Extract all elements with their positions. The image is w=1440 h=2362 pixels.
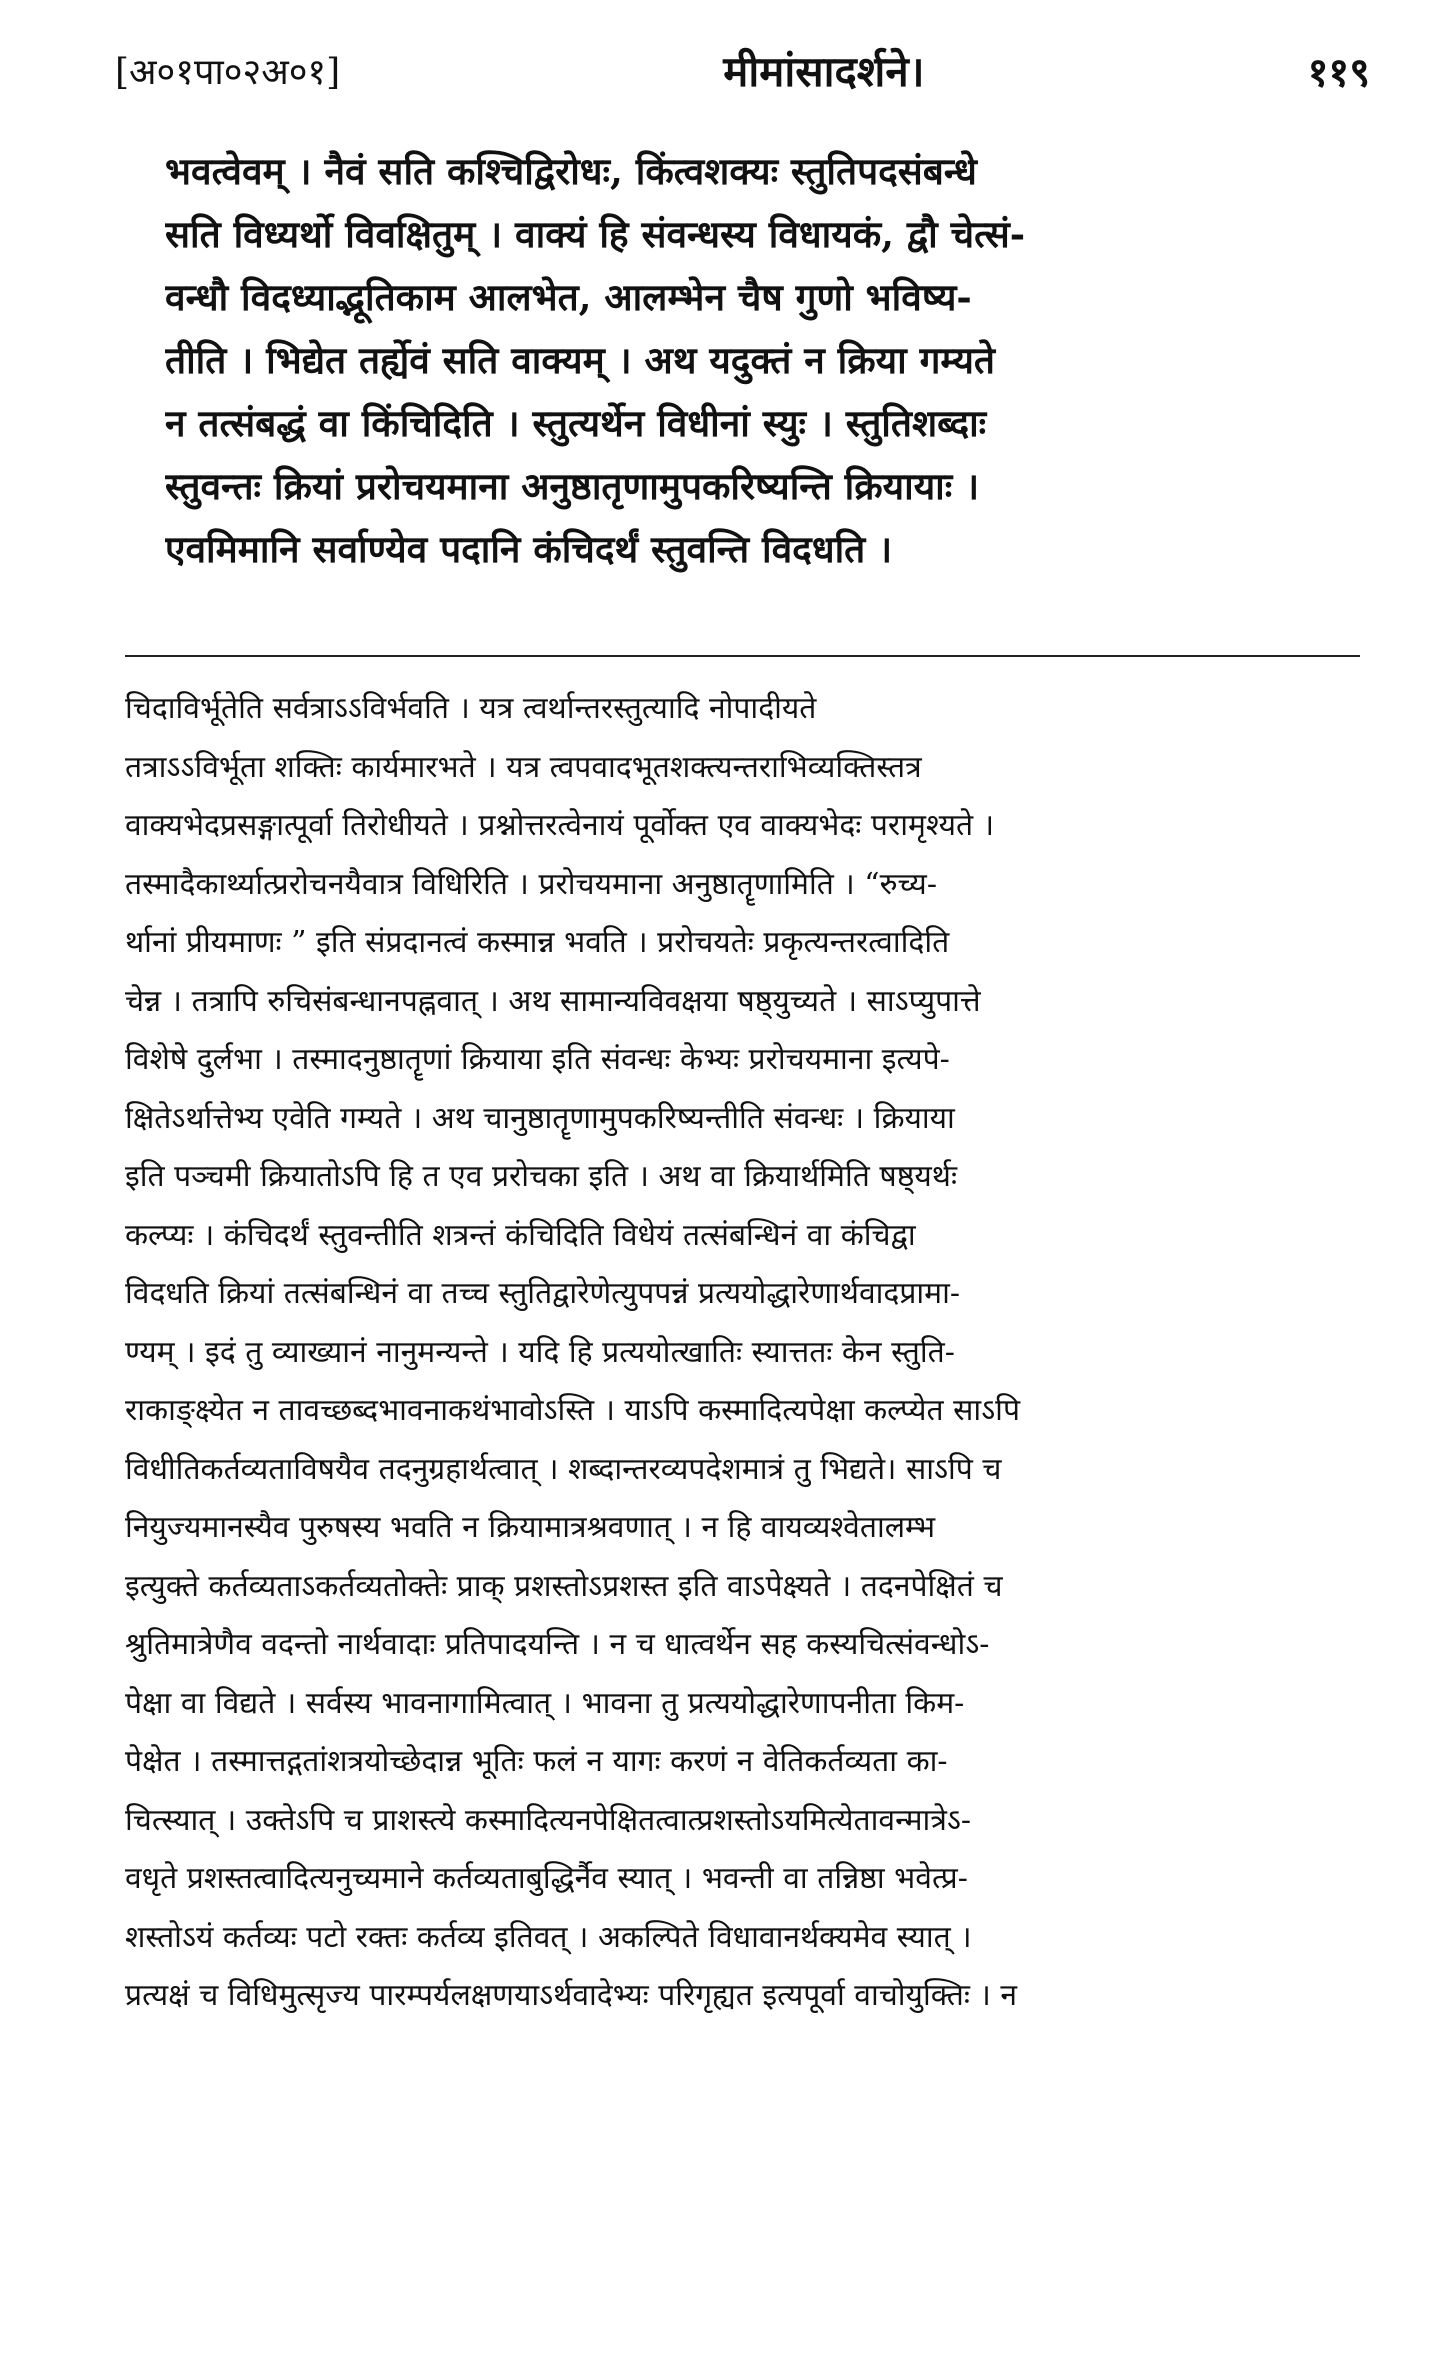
commentary-line: वाक्यभेदप्रसङ्गात्पूर्वा तिरोधीयते । प्रश्नोत्तरत्वेनायं पूर्वोक्त एव वाक्यभेदः परामृश्यते । — [125, 808, 995, 843]
commentary-line: र्थानां प्रीयमाणः ” इति संप्रदानत्वं कस्मान्न भवति । प्ररोचयतेः प्रकृत्यन्तरत्वादिति — [125, 925, 950, 960]
commentary-line: नियुज्यमानस्यैव पुरुषस्य भवति न क्रियामात्रश्रवणात् । न हि वायव्यश्वेतालम्भ — [125, 1510, 936, 1545]
main-text-line: वन्धौ विदध्याद्भूतिकाम आलभेत, आलम्भेन चैष गुणो भविष्य- — [165, 275, 972, 319]
commentary-line: इत्युक्ते कर्तव्यताऽकर्तव्यतोक्तेः प्राक् प्रशस्तोऽप्रशस्त इति वाऽपेक्ष्यते । तदनपेक्षितं च — [125, 1568, 1003, 1604]
commentary-line: विशेषे दुर्लभा । तस्मादनुष्ठातॄणां क्रियाया इति संवन्धः केभ्यः प्ररोचयमाना इत्यपे- — [125, 1042, 950, 1077]
commentary-line: तत्राऽऽविर्भूता शक्तिः कार्यमारभते । यत्र त्वपवादभूतशक्त्यन्तराभिव्यक्तिस्तत्र — [125, 749, 922, 785]
commentary-line: चेन्न । तत्रापि रुचिसंबन्धानपह्नवात् । अथ सामान्यविवक्षया षष्ठ्युच्यते । साऽप्युपात्ते — [125, 983, 981, 1019]
commentary-line: शस्तोऽयं कर्तव्यः पटो रक्तः कर्तव्य इतिवत् । अकल्पिते विधावानर्थक्यमेव स्यात् । — [125, 1919, 972, 1955]
section-reference: [अ०१पा०२अ०१] — [115, 51, 341, 93]
page-title: मीमांसादर्शने। — [723, 46, 925, 96]
commentary-line: कल्प्यः । कंचिदर्थं स्तुवन्तीति शत्रन्तं कंचिदिति विधेयं तत्संबन्धिनं वा कंचिद्वा — [125, 1217, 916, 1253]
section-divider — [125, 655, 1360, 657]
page-header — [115, 40, 1370, 100]
commentary-block — [125, 680, 1380, 2026]
commentary-line: विधीतिकर्तव्यताविषयैव तदनुग्रहार्थत्वात् । शब्दान्तरव्यपदेशमात्रं तु भिद्यते। साऽपि च — [125, 1451, 1002, 1487]
commentary-line: श्रुतिमात्रेणैव वदन्तो नार्थवादाः प्रतिपादयन्ति । न च धात्वर्थेन सह कस्यचित्संवन्धोऽ- — [125, 1627, 990, 1662]
commentary-line: राकाङ्क्ष्येत न तावच्छब्दभावनाकथंभावोऽस्ति । याऽपि कस्मादित्यपेक्षा कल्प्येत साऽपि — [125, 1393, 1020, 1428]
commentary-line: क्षितेऽर्थात्तेभ्य एवेति गम्यते । अथ चानुष्ठातॄणामुपकरिष्यन्तीति संवन्धः । क्रियाया — [125, 1100, 955, 1136]
commentary-line: चिदाविर्भूतेति सर्वत्राऽऽविर्भवति । यत्र त्वर्थान्तरस्तुत्यादि नोपादीयते — [125, 691, 817, 726]
main-text-line: स्तुवन्तः क्रियां प्ररोचयमाना अनुष्ठातृणामुपकरिष्यन्ति क्रियायाः । — [165, 464, 980, 508]
commentary-line: चित्स्यात् । उक्तेऽपि च प्राशस्त्ये कस्मादित्यनपेक्षितत्वात्प्रशस्तोऽयमित्येतावन्मात्रेऽ- — [125, 1802, 972, 1838]
commentary-line: तस्मादैकार्थ्यात्प्ररोचनयैवात्र विधिरिति । प्ररोचयमाना अनुष्ठातॄणामिति । “रुच्य- — [125, 866, 937, 902]
main-text-line: भवत्वेवम् । नैवं सति कश्चिद्विरोधः, किंत्वशक्यः स्तुतिपदसंबन्धे — [165, 149, 977, 193]
commentary-line: इति पञ्चमी क्रियातोऽपि हि त एव प्ररोचका इति । अथ वा क्रियार्थमिति षष्ठ्यर्थः — [125, 1159, 958, 1194]
commentary-line: पेक्षेत । तस्मात्तद्गतांशत्रयोच्छेदान्न भूतिः फलं न यागः करणं न वेतिकर्तव्यता का- — [125, 1744, 948, 1779]
commentary-line: प्रत्यक्षं च विधिमुत्सृज्य पारम्पर्यलक्षणयाऽर्थवादेभ्यः परिगृह्यत इत्यपूर्वा वाचोयुक्तिः । न — [125, 1978, 1018, 2013]
main-text-line: सति विध्यर्थो विवक्षितुम् । वाक्यं हि संवन्धस्य विधायकं, द्वौ चेत्सं- — [165, 212, 1026, 256]
main-text-line: तीति । भिद्येत तर्ह्येवं सति वाक्यम् । अथ यदुक्तं न क्रिया गम्यते — [165, 338, 996, 382]
main-text-block — [165, 140, 1355, 581]
commentary-line: ण्यम् । इदं तु व्याख्यानं नानुमन्यन्ते । यदि हि प्रत्ययोत्खातिः स्यात्ततः केन स्तुति- — [125, 1334, 955, 1370]
commentary-line: पेक्षा वा विद्यते । सर्वस्य भावनागामित्वात् । भावना तु प्रत्ययोद्धारेणापनीता किम- — [125, 1685, 965, 1721]
main-text-line: एवमिमानि सर्वाण्येव पदानि कंचिदर्थं स्तुवन्ति विदधति । — [165, 527, 893, 571]
commentary-line: वधृते प्रशस्तत्वादित्यनुच्यमाने कर्तव्यताबुद्धिर्नैव स्यात् । भवन्ती वा तन्निष्ठा भवेत्प्र- — [125, 1861, 968, 1896]
main-text-line: न तत्संबद्धं वा किंचिदिति । स्तुत्यर्थेन विधीनां स्युः । स्तुतिशब्दाः — [165, 401, 987, 445]
commentary-line: विदधति क्रियां तत्संबन्धिनं वा तच्च स्तुतिद्वारेणेत्युपपन्नं प्रत्ययोद्धारेणार्थवादप्रामा- — [125, 1276, 961, 1311]
page-number: ११९ — [1307, 48, 1370, 96]
